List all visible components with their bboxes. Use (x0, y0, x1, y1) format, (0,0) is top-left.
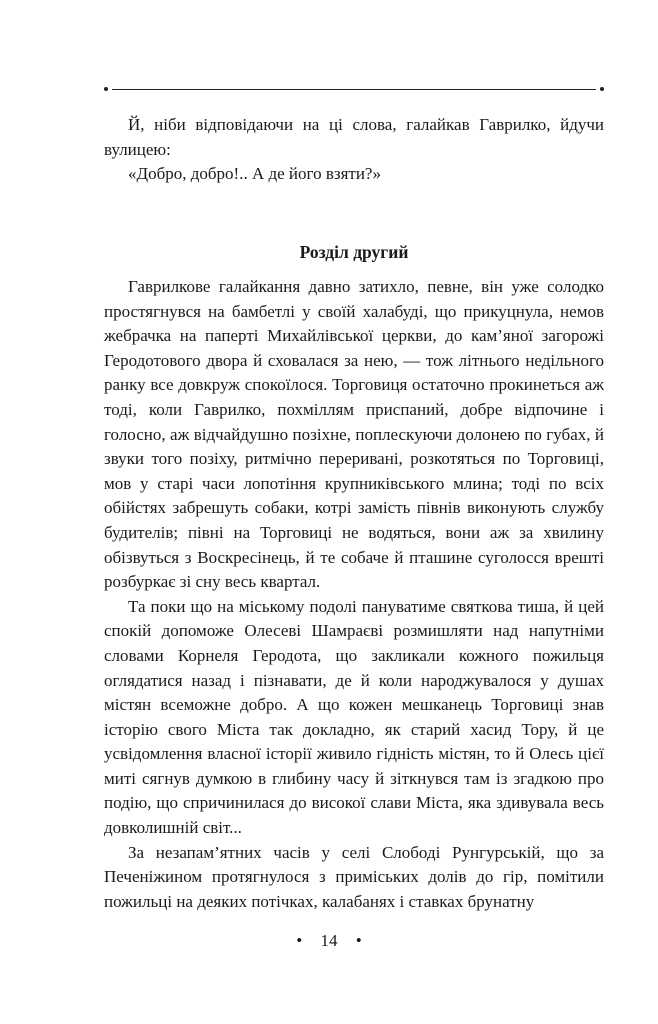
page-footer (0, 930, 658, 952)
rule-dot-right (600, 87, 604, 91)
paragraph: Та поки що на міському подолі пануватиме святкова тиша, й цей спокій допоможе Олесеві Шамраєві розмишляти над напутніми словами Корнеля Геродота, що закликали кожного пожильця оглядатися назад і пізнавати, де й коли народжувалося у душах містян всеможне добро. А що кожен мешканець Торговиці знав історію свого Міста так докладно, як старий хасид Тору, й це усвідомлення власної історії живило гідність містян, то й Олесь цієї миті сягнув думкою в глибину часу й зіткнувся там із згадкою про подію, що спричинилася до високої слави Міста, яка здивувала весь довколишній світ... (104, 596, 604, 838)
paragraph: За незапам’ятних часів у селі Слободі Рунгурській, що за Печеніжином протягнулося з приміських долів до гір, помітили пожильці на деяких потічках, калабанях і ставках брунатну (104, 842, 604, 911)
paragraph: Й, ніби відповідаючи на ці слова, галайкав Гаврилко, йдучи вулицею: (104, 115, 604, 159)
quote-paragraph: «Добро, добро!.. А де його взяти?» (128, 164, 381, 184)
chapter-title: Розділ другий (299, 242, 409, 262)
header-rule (104, 86, 604, 92)
rule-dot-left (104, 87, 108, 91)
footer-bullet-right: • (355, 931, 362, 950)
footer-bullet-left: • (296, 931, 303, 950)
chapter-body (104, 275, 604, 914)
page-number: 14 (320, 931, 338, 950)
rule-line (112, 89, 596, 90)
opening-text (104, 113, 604, 187)
paragraph: Гаврилкове галайкання давно затихло, певне, він уже солодко простягнувся на бамбетлі у своїй халабуді, що прикуцнула, немов жебрачка на паперті Михайлівської церкви, до кам’яної загорожі Геродотового двора й сховалася за нею, — тож літнього недільного ранку все довкруж спокоїлося. Торговиця остаточно прокинеться аж тоді, коли Гаврилко, похміллям приспаний, добре відпочине і голосно, аж відчайдушно позіхне, поплескуючи долонею по губах, й звуки того позіху, ритмічно перериванi, розкотяться по Торговиці, мов у старі часи лопотіння крупниківського млина; тоді по всіх обійстях забрешуть собаки, котрі замість півнів виконують службу будителів; півні на Торговиці не водяться, вони аж за хвилину обізвуться з Воскресінець, й те собаче й пташине суголосся врешті розбуркає зі сну весь квартал. (104, 277, 604, 592)
